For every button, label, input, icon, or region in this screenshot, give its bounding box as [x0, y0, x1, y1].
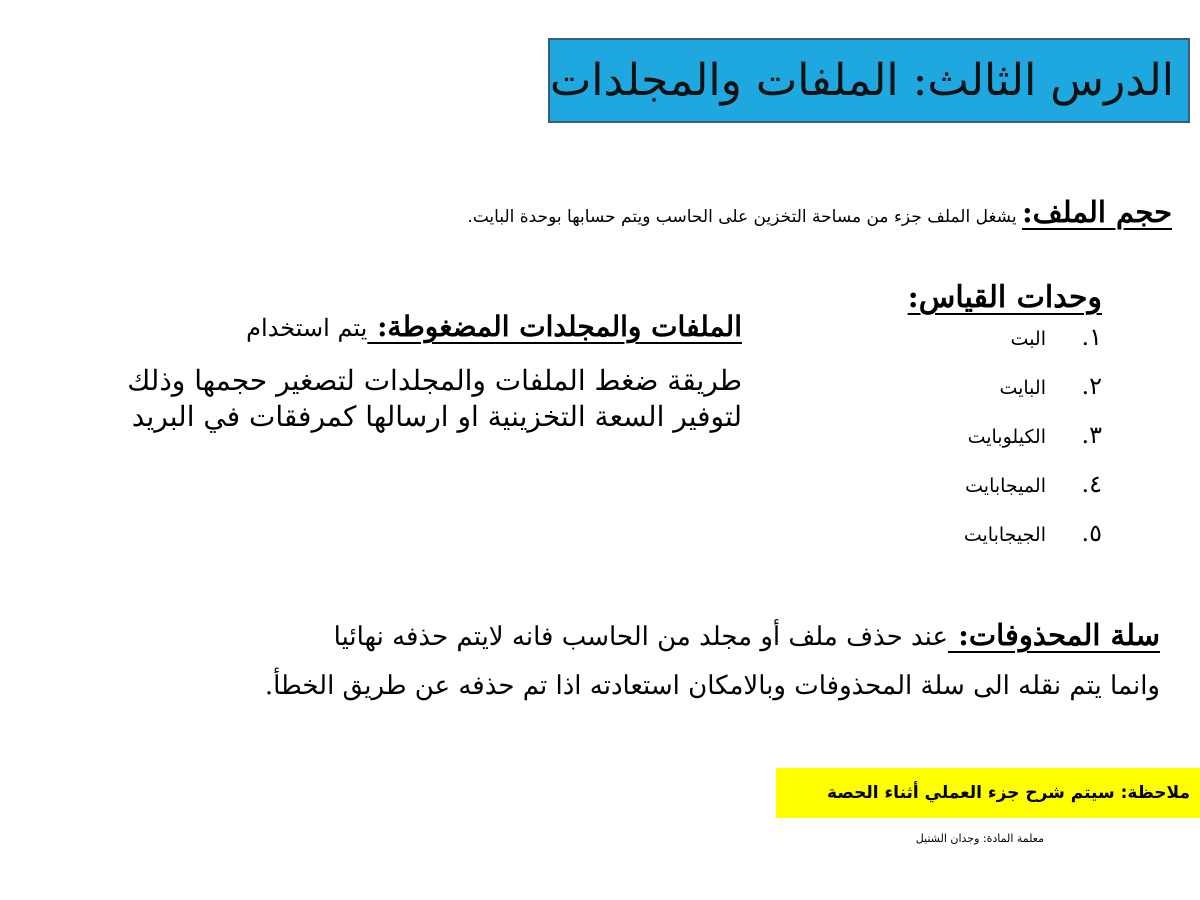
list-number: ٤. [1081, 470, 1102, 498]
trash-line2: وانما يتم نقله الى سلة المحذوفات وبالامكان استعادته اذا تم حذفه عن طريق الخطأ. [264, 671, 1160, 701]
units-section [782, 280, 1102, 568]
unit-label: البت [1010, 328, 1046, 350]
unit-label: البايت [999, 377, 1046, 399]
page-title: الدرس الثالث: الملفات والمجلدات [549, 55, 1174, 106]
list-number: ٣. [1081, 421, 1102, 449]
compressed-heading: الملفات والمجلدات المضغوطة: [367, 310, 742, 343]
list-item [782, 519, 1102, 568]
unit-label: الكيلوبايت [967, 426, 1046, 448]
note-box [776, 768, 1200, 818]
file-size-heading: حجم الملف: [1021, 195, 1172, 229]
trash-section [118, 612, 1160, 709]
compressed-lead: يتم استخدام [246, 314, 368, 342]
list-item [782, 470, 1102, 519]
compressed-first-line [120, 305, 742, 353]
file-size-text: يشغل الملف جزء من مساحة التخزين على الحاسب ويتم حسابها بوحدة البايت. [467, 207, 1022, 227]
unit-label: الميجابايت [965, 475, 1046, 497]
compressed-section [120, 305, 742, 435]
list-item [782, 421, 1102, 470]
list-number: ٢. [1081, 372, 1102, 400]
trash-first-line [118, 612, 1160, 663]
title-banner [548, 38, 1190, 123]
note-text: ملاحظة: سيتم شرح جزء العملي أثناء الحصة [827, 783, 1190, 803]
list-number: ١. [1081, 323, 1102, 351]
file-size-section [132, 192, 1172, 237]
unit-label: الجيجابايت [963, 524, 1046, 546]
trash-heading: سلة المحذوفات: [948, 618, 1160, 652]
list-item [782, 323, 1102, 372]
list-item [782, 372, 1102, 421]
units-heading: وحدات القياس: [907, 280, 1102, 315]
trash-line1: عند حذف ملف أو مجلد من الحاسب فانه لايتم حذفه نهائيا [333, 622, 949, 652]
teacher-footer: معلمة المادة: وجدان الشتيل [915, 832, 1044, 845]
list-number: ٥. [1081, 519, 1102, 547]
compressed-body: طريقة ضغط الملفات والمجلدات لتصغير حجمها وذلك لتوفير السعة التخزينية او ارسالها كمرفقات في البريد [127, 364, 742, 433]
